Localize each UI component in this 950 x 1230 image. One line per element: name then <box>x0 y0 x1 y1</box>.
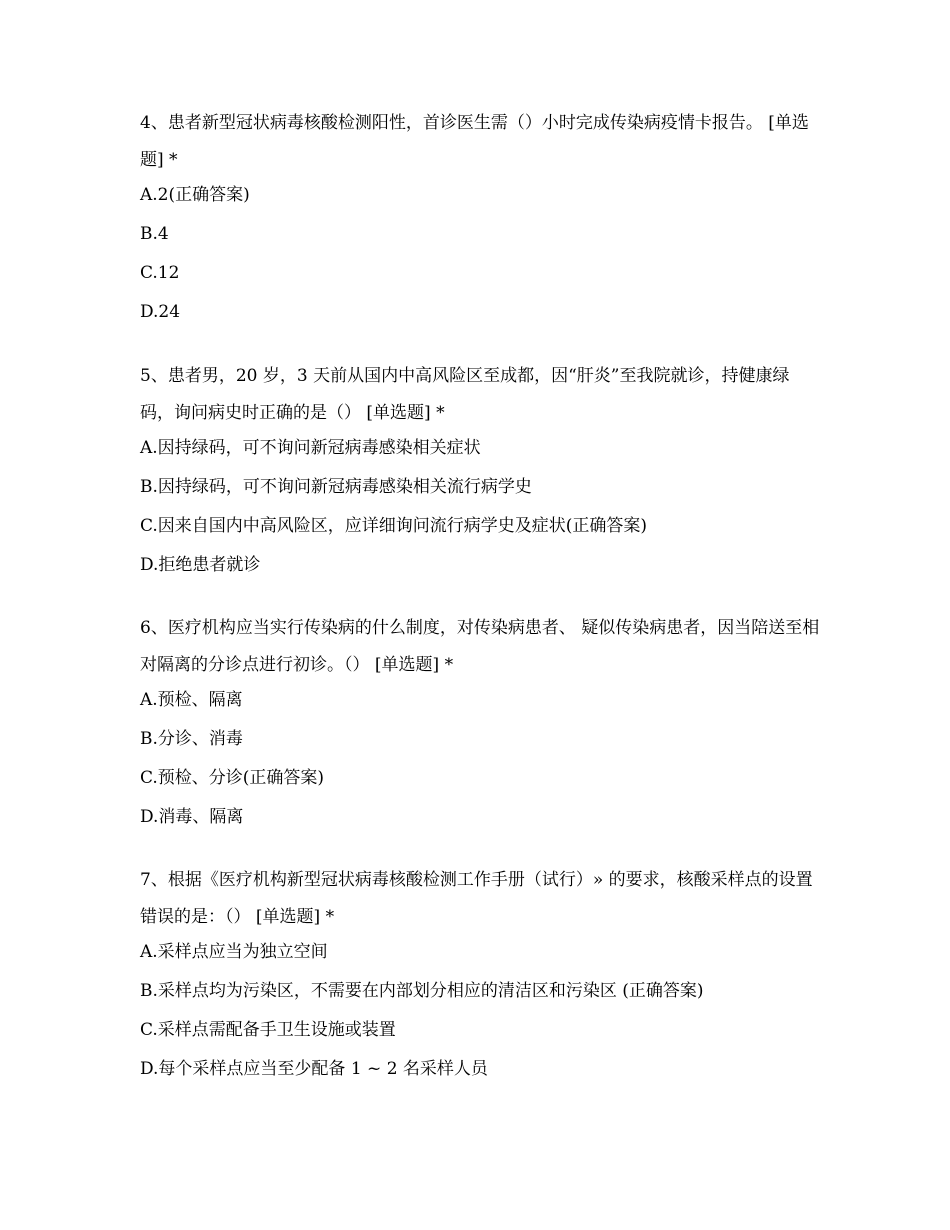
question-title: 4、患者新型冠状病毒核酸检测阳性，首诊医生需（）小时完成传染病疫情卡报告。 [单选题] * <box>140 113 809 170</box>
option-a: A.因持绿码，可不询问新冠病毒感染相关症状 <box>140 438 481 458</box>
option-list <box>140 689 820 828</box>
option-list <box>140 941 820 1080</box>
question-6 <box>140 610 820 845</box>
question-7 <box>140 862 820 1097</box>
option-c: C.12 <box>140 263 180 283</box>
question-5 <box>140 358 820 593</box>
option-b: B.分诊、消毒 <box>140 729 243 749</box>
option-b: B.因持绿码，可不询问新冠病毒感染相关流行病学史 <box>140 477 532 497</box>
option-d: D.消毒、隔离 <box>140 807 244 827</box>
option-d: D.每个采样点应当至少配备 1 ~ 2 名采样人员 <box>140 1059 488 1079</box>
option-list <box>140 184 820 323</box>
option-a: A.采样点应当为独立空间 <box>140 942 328 962</box>
question-title: 5、患者男，20 岁，3 天前从国内中高风险区至成都，因“肝炎”至我院就诊，持健康绿码，询问病史时正确的是（） [单选题] * <box>140 366 790 423</box>
option-a: A.2(正确答案) <box>140 185 250 205</box>
option-b: B.采样点均为污染区，不需要在内部划分相应的清洁区和污染区 (正确答案) <box>140 981 704 1001</box>
option-c: C.采样点需配备手卫生设施或装置 <box>140 1020 396 1040</box>
option-d: D.24 <box>140 302 181 322</box>
option-c: C.预检、分诊(正确答案) <box>140 768 325 788</box>
option-c: C.因来自国内中高风险区，应详细询问流行病学史及症状(正确答案) <box>140 516 648 536</box>
question-title: 6、医疗机构应当实行传染病的什么制度，对传染病患者、 疑似传染病患者，因当陪送至相对隔离的分诊点进行初诊。（） [单选题] * <box>140 618 820 675</box>
question-title: 7、根据《医疗机构新型冠状病毒核酸检测工作手册（试行）» 的要求，核酸采样点的设置错误的是：（） [单选题] * <box>140 870 813 927</box>
option-d: D.拒绝患者就诊 <box>140 555 261 575</box>
option-a: A.预检、隔离 <box>140 690 243 710</box>
question-4 <box>140 105 820 340</box>
option-list <box>140 437 820 576</box>
option-b: B.4 <box>140 224 169 244</box>
